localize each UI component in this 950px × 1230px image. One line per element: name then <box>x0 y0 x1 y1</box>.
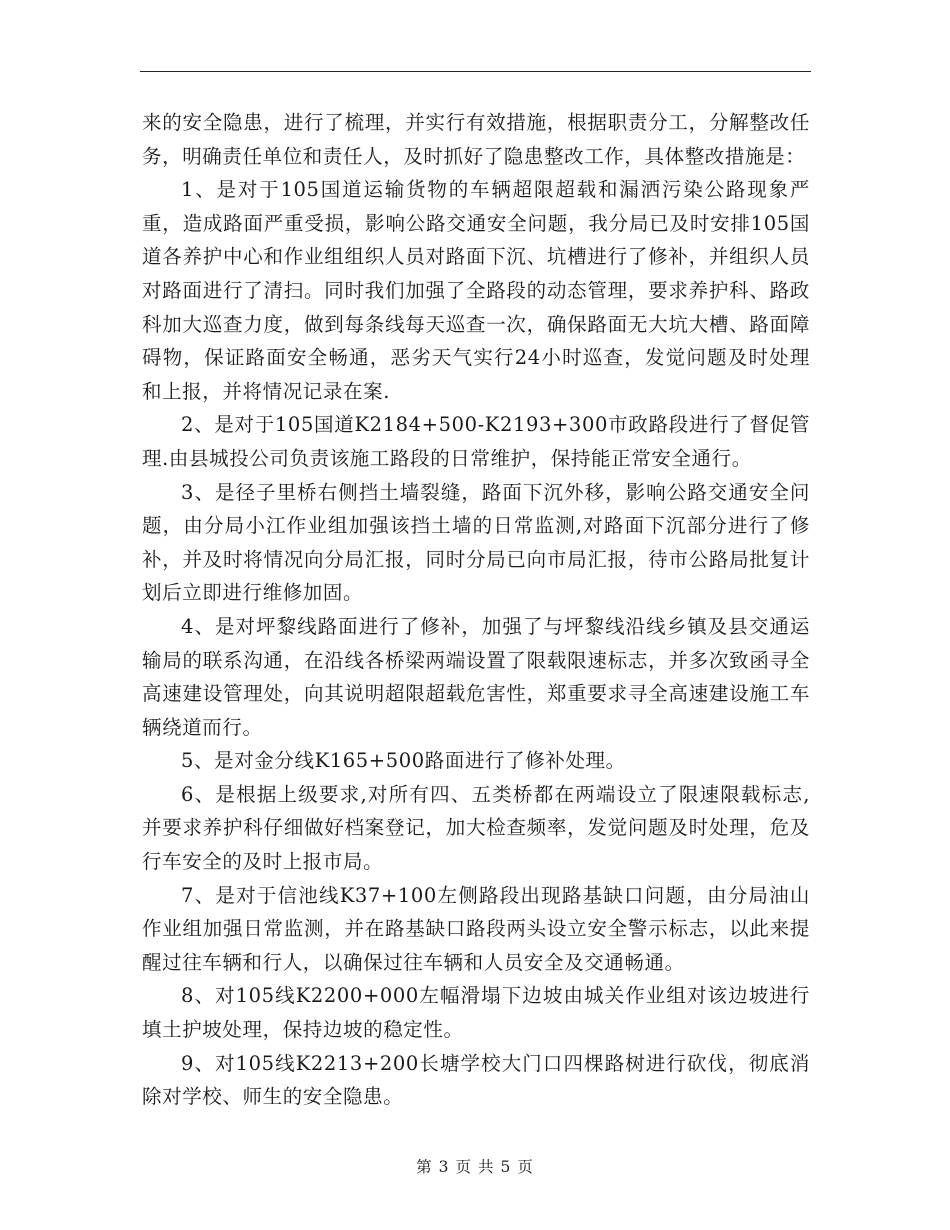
paragraph-item-2: 2、是对于105国道K2184+500-K2193+300市政路段进行了督促管理.由县城投公司负责该施工路段的日常维护，保持能正常安全通行。 <box>142 413 810 470</box>
paragraph-item-9: 9、对105线K2213+200长塘学校大门口四棵路树进行砍伐，彻底消除对学校、师生的安全隐患。 <box>142 1051 810 1109</box>
paragraph-item-8: 8、对105线K2200+000左幅滑塌下边坡由城关作业组对该边坡进行填土护坡处理，保持边坡的稳定性。 <box>142 984 810 1042</box>
document-body <box>142 106 810 1114</box>
footer-suffix: 页 <box>517 1158 534 1176</box>
paragraph-item-6: 6、是根据上级要求,对所有四、五类桥都在两端设立了限速限载标志,并要求养护科仔细做好档案登记，加大检查频率，发觉问题及时处理，危及行车安全的及时上报市局。 <box>142 782 810 874</box>
paragraph-item-4: 4、是对坪黎线路面进行了修补，加强了与坪黎线沿线乡镇及县交通运输局的联系沟通，在沿线各桥梁两端设置了限载限速标志，并多次致函寻全高速建设管理处，向其说明超限超载危害性，郑重要求寻全高速建设施工车辆绕道而行。 <box>142 614 810 739</box>
page-footer <box>0 1155 950 1177</box>
current-page-number: 3 <box>438 1158 450 1176</box>
footer-middle: 页 共 <box>455 1158 495 1176</box>
paragraph-intro: 来的安全隐患，进行了梳理，并实行有效措施，根据职责分工，分解整改任务，明确责任单位和责任人，及时抓好了隐患整改工作，具体整改措施是： <box>142 111 810 168</box>
header-rule <box>140 71 811 72</box>
paragraph-item-7: 7、是对于信池线K37+100左侧路段出现路基缺口问题，由分局油山作业组加强日常监测，并在路基缺口路段两头设立安全警示标志，以此来提醒过往车辆和行人，以确保过往车辆和人员安全及交通畅通。 <box>142 883 810 974</box>
footer-prefix: 第 <box>416 1158 433 1176</box>
paragraph-item-5: 5、是对金分线K165+500路面进行了修补处理。 <box>181 749 626 773</box>
paragraph-item-1: 1、是对于105国道运输货物的车辆超限超载和漏洒污染公路现象严重，造成路面严重受损，影响公路交通安全问题，我分局已及时安排105国道各养护中心和作业组组织人员对路面下沉、坑槽进行了修补，并组织人员对路面进行了清扫。同时我们加强了全路段的动态管理，要求养护科、路政科加大巡查力度，做到每条线每天巡查一次，确保路面无大坑大槽、路面障碍物，保证路面安全畅通，恶劣天气实行24小时巡查，发觉问题及时处理和上报，并将情况记录在案. <box>142 178 810 403</box>
paragraph-item-3: 3、是径子里桥右侧挡土墙裂缝，路面下沉外移，影响公路交通安全问题，由分局小江作业组加强该挡土墙的日常监测,对路面下沉部分进行了修补，并及时将情况向分局汇报，同时分局已向市局汇报，待市公路局批复计划后立即进行维修加固。 <box>142 480 810 605</box>
total-pages-number: 5 <box>500 1158 512 1176</box>
